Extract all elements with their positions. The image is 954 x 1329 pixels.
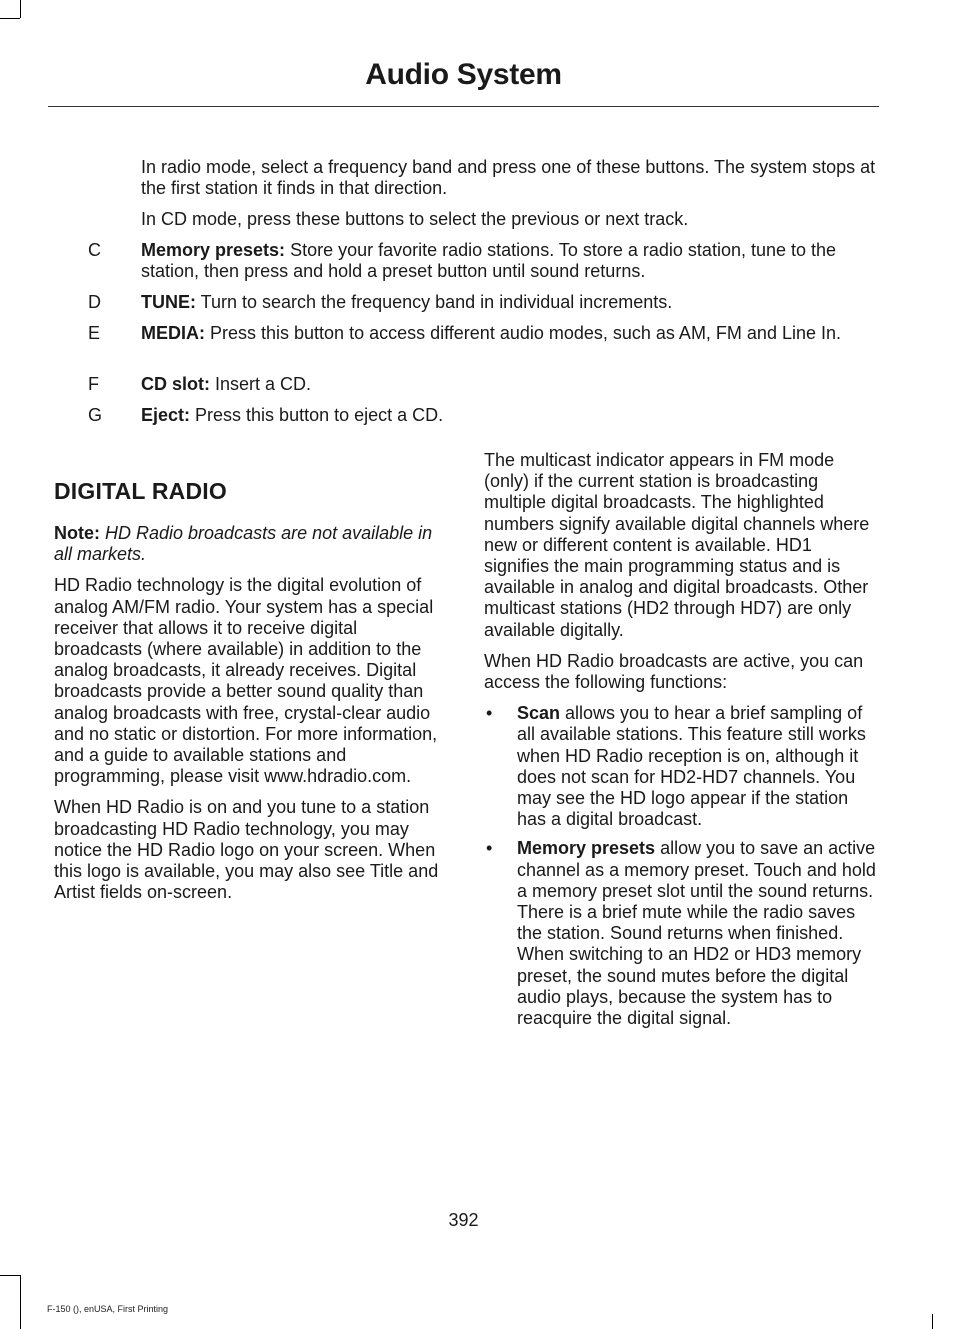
function-list	[484, 703, 876, 1029]
list-item-text: allow you to save an active channel as a memory preset. Touch and hold a memory preset slot until the sound returns. There is a brief mute while the radio saves the station. Sound returns when finished. When switching to an HD2 or HD3 memory preset, the sound mutes before the digital audio plays, because the system has to reacquire the digital signal.	[517, 838, 876, 1029]
definition-text: Store your favorite radio stations. To store a radio station, tune to the station, then press and hold a preset button until sound returns.	[141, 240, 837, 281]
right-column	[484, 450, 876, 1037]
page-number: 392	[448, 1210, 479, 1230]
note-label: Note:	[54, 523, 100, 543]
definition-term: MEDIA:	[141, 323, 205, 343]
definition-term: TUNE:	[141, 292, 196, 312]
body-paragraph: When HD Radio broadcasts are active, you can access the following functions:	[484, 650, 864, 693]
crop-mark	[932, 1314, 933, 1329]
list-item-term: Scan	[517, 703, 561, 724]
definition-term: Eject:	[141, 405, 191, 425]
left-column	[54, 478, 446, 913]
definition-letter: C	[88, 240, 101, 260]
list-item-text: allows you to hear a brief sampling of all available stations. This feature still works when HD Radio reception is on, although it does not scan for HD2-HD7 channels. You may see the HD logo appear if the station has a digital broadcast.	[517, 703, 866, 830]
definition-term: Memory presets:	[141, 240, 286, 260]
body-paragraph: When HD Radio is on and you tune to a station broadcasting HD Radio technology, you may notice the HD Radio logo on your screen. When this logo is available, you may also see Title and Artist fields on-screen.	[54, 797, 439, 903]
crop-mark	[20, 1275, 21, 1329]
list-item-term: Memory presets	[517, 838, 656, 859]
list-item	[484, 703, 876, 830]
definition-text: Insert a CD.	[210, 374, 312, 394]
page-title: Audio System	[365, 58, 562, 91]
intro-paragraph: In CD mode, press these buttons to select the previous or next track.	[141, 209, 689, 229]
list-item	[484, 838, 876, 1029]
bullet-icon: •	[486, 703, 493, 724]
note-paragraph	[54, 523, 446, 565]
definition-text: Press this button to eject a CD.	[190, 405, 444, 425]
body-paragraph: HD Radio technology is the digital evolution of analog AM/FM radio. Your system has a special receiver that allows it to receive digital broadcasts (where available) in addition to the analog broadcasts, it already receives. Digital broadcasts provide a better sound quality than analog broadcasts with free, crystal-clear audio and no static or distortion. For more information, and a guide to available stations and programming, please visit www.hdradio.com.	[54, 575, 438, 787]
crop-mark	[0, 1275, 20, 1276]
print-footer: F-150 (), enUSA, First Printing	[47, 1304, 169, 1314]
section-heading: DIGITAL RADIO	[54, 478, 227, 504]
bullet-icon: •	[486, 838, 493, 859]
note-text: HD Radio broadcasts are not available in all markets.	[54, 523, 433, 565]
intro-paragraph: In radio mode, select a frequency band and press one of these buttons. The system stops at the first station it finds in that direction.	[141, 157, 876, 198]
definition-text: Turn to search the frequency band in individual increments.	[196, 292, 673, 312]
crop-mark	[0, 18, 20, 19]
definition-letter: F	[88, 374, 99, 394]
definition-term: CD slot:	[141, 374, 210, 394]
title-divider	[48, 106, 879, 107]
definition-letter: D	[88, 292, 101, 312]
definition-letter: G	[88, 405, 103, 425]
crop-mark	[20, 0, 21, 18]
definition-letter: E	[88, 323, 101, 343]
definition-text: Press this button to access different audio modes, such as AM, FM and Line In.	[205, 323, 842, 343]
body-paragraph: The multicast indicator appears in FM mode (only) if the current station is broadcasting multiple digital broadcasts. The highlighted numbers signify available digital channels where new or different content is available. HD1 signifies the main programming status and is available in analog and digital broadcasts. Other multicast stations (HD2 through HD7) are only available digitally.	[484, 450, 870, 640]
